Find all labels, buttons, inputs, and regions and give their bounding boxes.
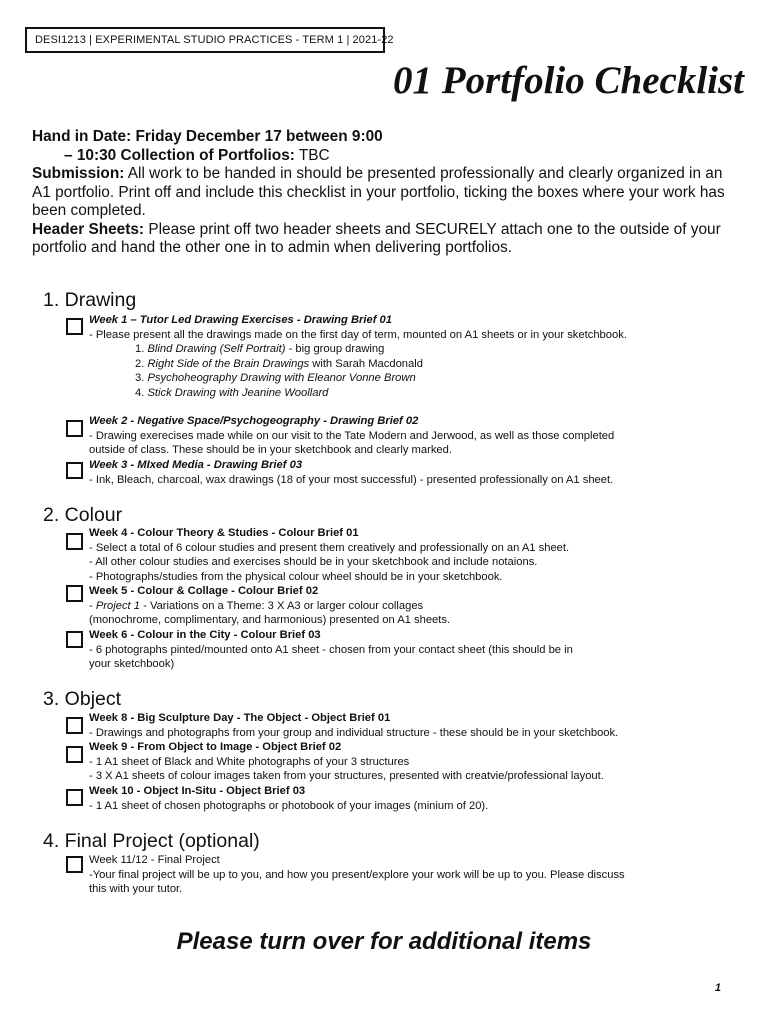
page-number: 1: [714, 982, 721, 994]
intro-block: [32, 128, 742, 258]
item-title: Week 8 - Big Sculpture Day - The Object - Object Brief 01: [89, 712, 391, 724]
checkbox[interactable]: [66, 318, 83, 335]
item-title: Week 11/12 - Final Project: [89, 854, 220, 866]
item-title: Week 4 - Colour Theory & Studies - Colour Brief 01: [89, 527, 359, 539]
item-text: your sketchbook): [89, 658, 175, 670]
page-title: 01 Portfolio Checklist: [393, 59, 744, 102]
turn-over-note: Please turn over for additional items: [176, 928, 592, 955]
section-heading-colour: 2. Colour: [43, 504, 123, 526]
checkbox[interactable]: [66, 856, 83, 873]
header-sheets-paragraph: Header Sheets: Please print off two header sheets and SECURELY attach one to the outside of your portfolio and hand the other one in to admin when delivering portfolios.: [32, 220, 721, 256]
item-text: (monochrome, complimentary, and harmonious) presented on A1 sheets.: [89, 614, 451, 626]
item-text: - Select a total of 6 colour studies and present them creatively and professionally on an A1 sheet.: [89, 541, 570, 554]
course-code-box: [25, 27, 394, 53]
item-text: - 1 A1 sheet of Black and White photographs of your 3 structures: [89, 755, 410, 768]
item-title: Week 6 - Colour in the City - Colour Brief 03: [89, 629, 321, 641]
item-text: this with your tutor.: [89, 883, 183, 895]
item-title: Week 9 - From Object to Image - Object Brief 02: [89, 741, 342, 753]
checkbox[interactable]: [66, 717, 83, 734]
sublist-item: 3. Psychoheography Drawing with Eleanor Vonne Brown: [135, 372, 416, 384]
item-text: - Drawing exerecises made while on our visit to the Tate Modern and Jerwood, as well as those completed: [89, 429, 615, 442]
item-text: - Please present all the drawings made on the first day of term, mounted on A1 sheets or in your sketchbook.: [89, 328, 627, 341]
item-text: - Drawings and photographs from your group and individual structure - these should be in your sketchbook.: [89, 726, 619, 739]
course-code: DESI1213 | EXPERIMENTAL STUDIO PRACTICES - TERM 1 | 2021-22: [35, 34, 394, 46]
item-text: - 1 A1 sheet of chosen photographs or photobook of your images (minium of 20).: [89, 799, 489, 812]
item-title: Week 10 - Object In-Situ - Object Brief 03: [89, 785, 306, 797]
checkbox[interactable]: [66, 631, 83, 648]
item-text: - All other colour studies and exercises should be in your sketchbook and include notaions.: [89, 556, 538, 568]
checkbox[interactable]: [66, 746, 83, 763]
item-text: - Project 1 - Variations on a Theme: 3 X A3 or larger colour collages: [89, 599, 424, 612]
item-text: - Ink, Bleach, charcoal, wax drawings (18 of your most successful) - presented professionally on A1 sheet.: [89, 473, 614, 486]
item-text: -Your final project will be up to you, and how you present/explore your work will be up to you. Please discuss: [89, 868, 625, 881]
sublist-item: 4. Stick Drawing with Jeanine Woollard: [135, 386, 329, 399]
submission-paragraph: Submission: All work to be handed in should be presented professionally and clearly organized in an A1 portfolio. Print off and include this checklist in your portfolio, ticking the boxes where your work has been completed.: [32, 165, 725, 219]
collection-line: – 10:30 Collection of Portfolios: TBC: [64, 146, 330, 164]
checkbox[interactable]: [66, 462, 83, 479]
sublist-item: 2. Right Side of the Brain Drawings with Sarah Macdonald: [135, 357, 423, 370]
sublist-item: 1. Blind Drawing (Self Portrait) - big group drawing: [135, 343, 385, 355]
item-title: Week 5 - Colour & Collage - Colour Brief 02: [89, 585, 319, 597]
item-title: Week 3 - MIxed Media - Drawing Brief 03: [89, 459, 303, 471]
item-text: - 6 photographs pinted/mounted onto A1 sheet - chosen from your contact sheet (this should be in: [89, 643, 573, 656]
hand-in-date: Hand in Date: Friday December 17 between 9:00: [32, 128, 383, 145]
item-title: Week 1 – Tutor Led Drawing Exercises - Drawing Brief 01: [89, 314, 392, 326]
section-heading-drawing: 1. Drawing: [43, 289, 137, 311]
checkbox[interactable]: [66, 420, 83, 437]
item-text: - Photographs/studies from the physical colour wheel should be in your sketchbook.: [89, 570, 503, 583]
checkbox[interactable]: [66, 585, 83, 602]
section-heading-object: 3. Object: [43, 688, 122, 710]
checkbox[interactable]: [66, 789, 83, 806]
section-heading-final-project: 4. Final Project (optional): [43, 830, 260, 852]
checkbox[interactable]: [66, 533, 83, 550]
item-title: Week 2 - Negative Space/Psychogeography - Drawing Brief 02: [89, 415, 419, 427]
item-text: outside of class. These should be in your sketchbook and clearly marked.: [89, 444, 452, 456]
item-text: - 3 X A1 sheets of colour images taken from your structures, presented with creatvie/professional layout.: [89, 770, 604, 782]
